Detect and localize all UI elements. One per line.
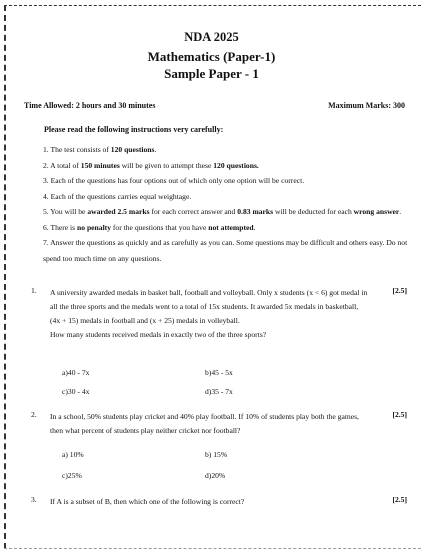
instruction-4: 4. Each of the questions carries equal weightage. <box>43 191 192 201</box>
question-3-marks: [2.5] <box>392 495 407 504</box>
maximum-marks: Maximum Marks: 300 <box>328 101 405 110</box>
question-2-number: 2. <box>31 410 37 419</box>
question-1-option-b[interactable]: b)45 - 5x <box>205 368 233 377</box>
question-2-option-b[interactable]: b) 15% <box>205 450 228 459</box>
question-2-option-c[interactable]: c)25% <box>62 471 82 480</box>
subject-title: Mathematics (Paper-1) <box>147 49 276 64</box>
question-2-option-a[interactable]: a) 10% <box>62 450 84 459</box>
question-3-text: If A is a subset of B, then which one of the following is correct? <box>50 497 245 506</box>
question-1-text: A university awarded medals in basket ball, football and volleyball. Only x students (x < 6) got medal in all the three sports and the medals went to a total of 15x students. It awarded 5x medals in basketball, (4x + 15) medals in football and (x + 25) medals in volleyball. How many students received medals in exactly two of the three sports? <box>50 288 368 339</box>
instructions-list <box>43 142 408 266</box>
dashed-border-top <box>4 5 421 6</box>
question-1-option-a[interactable]: a)40 - 7x <box>62 368 90 377</box>
dashed-border-left <box>4 5 6 549</box>
exam-title: NDA 2025 <box>184 30 239 44</box>
question-2-option-d[interactable]: d)20% <box>205 471 226 480</box>
question-1-marks: [2.5] <box>392 286 407 295</box>
instruction-7: 7. Answer the questions as quickly and as carefully as you can. Some questions may be difficult and others easy. Do not spend too much time on any questions. <box>43 238 408 263</box>
instruction-2: 2. A total of 150 minutes will be given to attempt these 120 questions. <box>43 160 259 170</box>
time-allowed: Time Allowed: 2 hours and 30 minutes <box>24 101 156 110</box>
instruction-5: 5. You will be awarded 2.5 marks for each correct answer and 0.83 marks will be deducted for each wrong answer. <box>43 207 402 216</box>
instruction-6: 6. There is no penalty for the questions that you have not attempted. <box>43 222 256 232</box>
instructions-heading: Please read the following instructions very carefully: <box>44 125 224 134</box>
question-3-number: 3. <box>31 495 37 504</box>
question-1-option-d[interactable]: d)35 - 7x <box>205 387 233 396</box>
question-2-marks: [2.5] <box>392 410 407 419</box>
instruction-1: 1. The test consists of 120 questions. <box>43 145 157 154</box>
question-1-number: 1. <box>31 286 37 295</box>
question-2-text: In a school, 50% students play cricket and 40% play football. If 10% of students play both the games, then what percent of students play neither cricket nor football? <box>50 412 359 435</box>
instruction-3: 3. Each of the questions has four options out of which only one option will be correct. <box>43 176 305 185</box>
paper-title: Sample Paper - 1 <box>164 66 259 81</box>
question-1-option-c[interactable]: c)30 - 4x <box>62 387 90 396</box>
